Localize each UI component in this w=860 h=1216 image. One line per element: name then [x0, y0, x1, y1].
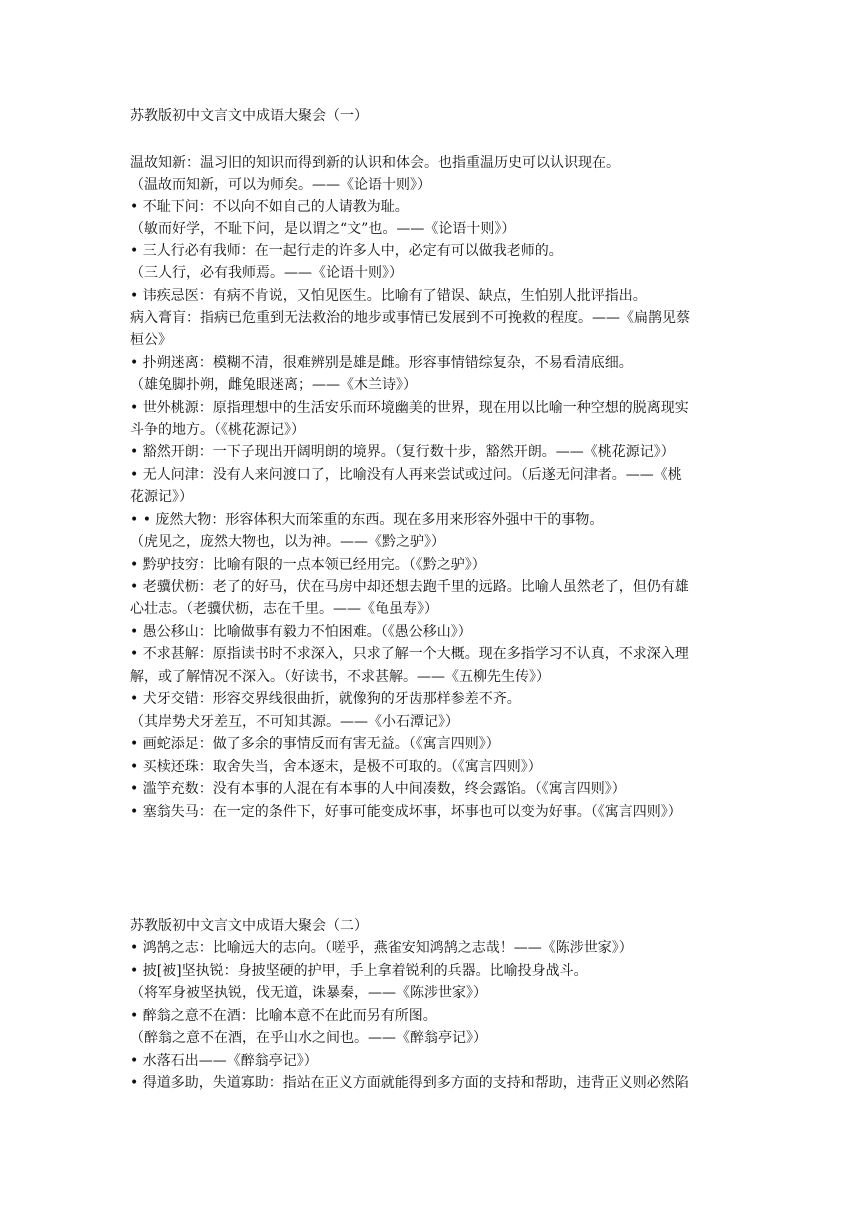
text-line: • 三人行必有我师：在一起行走的许多人中，必定有可以做我老师的。 — [130, 243, 563, 259]
text-line: （其岸势犬牙差互，不可知其源。——《小石潭记》） — [130, 714, 459, 730]
text-line: • 买椟还珠：取舍失当，舍本逐末，是极不可取的。（《寓言四则》） — [130, 759, 542, 775]
text-line: • 塞翁失马：在一定的条件下，好事可能变成坏事，坏事也可以变为好事。（《寓言四则》） — [130, 804, 682, 820]
text-line: （敏而好学，不耻下问，是以谓之“文”也。——《论语十则》） — [130, 221, 516, 237]
text-line: 解，或了解情况不深入。（好读书，不求甚解。——《五柳先生传》） — [130, 669, 550, 685]
text-line: 斗争的地方。（《桃花源记》） — [130, 422, 305, 438]
section-2-title: 苏教版初中文言文中成语大聚会（二） — [130, 918, 368, 934]
text-line: • 世外桃源：原指理想中的生活安乐而环境幽美的世界，现在用以比喻一种空想的脱离现实 — [130, 400, 689, 416]
text-line: • 滥竽充数：没有本事的人混在有本事的人中间凑数，终会露馅。（《寓言四则》） — [130, 781, 626, 797]
text-line: （将军身被坚执锐，伐无道，诛暴秦，——《陈涉世家》） — [130, 985, 487, 1001]
text-line: （虎见之，庞然大物也，以为神。——《黔之驴》） — [130, 534, 445, 550]
text-line: • • 庞然大物：形容体积大而笨重的东西。现在多用来形容外强中干的事物。 — [130, 512, 604, 528]
text-line: • 豁然开朗：一下子现出开阔明朗的境界。（复行数十步，豁然开朗。——《桃花源记》） — [130, 444, 675, 460]
text-line: （温故而知新，可以为师矣。——《论语十则》） — [130, 177, 431, 193]
text-line: • 无人问津：没有人来问渡口了，比喻没有人再来尝试或过问。（后遂无问津者。——《桃 — [130, 467, 682, 483]
text-line: • 愚公移山：比喻做事有毅力不怕困难。（《愚公移山》） — [130, 624, 472, 640]
text-line: • 得道多助，失道寡助：指站在正义方面就能得到多方面的支持和帮助，违背正义则必然陷 — [130, 1075, 689, 1091]
text-line: • 醉翁之意不在酒：比喻本意不在此而另有所图。 — [130, 1008, 437, 1024]
text-line: • 不求甚解：原指读书时不求深入，只求了解一个大概。现在多指学习不认真，不求深入理 — [130, 646, 689, 662]
text-line: • 鸿鹄之志：比喻远大的志向。（嗟乎，燕雀安知鸿鹄之志哉！——《陈涉世家》） — [130, 940, 633, 956]
text-line: （醉翁之意不在酒，在乎山水之间也。——《醉翁亭记》） — [130, 1030, 487, 1046]
text-line: • 老骥伏枥：老了的好马，伏在马房中却还想去跑千里的远路。比喻人虽然老了，但仍有雄 — [130, 579, 689, 595]
text-line: • 不耻下问：不以向不如自己的人请教为耻。 — [130, 199, 409, 215]
text-line: 花源记》） — [130, 489, 193, 505]
text-line: 桓公》 — [130, 332, 172, 348]
text-line: • 披[被]坚执锐：身披坚硬的护甲，手上拿着锐利的兵器。比喻投身战斗。 — [130, 963, 588, 979]
text-line: （三人行，必有我师焉。——《论语十则》） — [130, 265, 403, 281]
text-line: 温故知新：温习旧的知识而得到新的认识和体会。也指重温历史可以认识现在。 — [130, 155, 620, 171]
text-line: • 水落石出——《醉翁亭记》） — [130, 1053, 318, 1069]
section-1-title: 苏教版初中文言文中成语大聚会（一） — [130, 108, 368, 124]
text-line: 病入膏肓：指病已危重到无法救治的地步或事情已发展到不可挽救的程度。——《扁鹊见蔡 — [130, 310, 690, 326]
text-line: • 黔驴技穷：比喻有限的一点本领已经用完。（《黔之驴》） — [130, 557, 486, 573]
text-line: • 画蛇添足：做了多余的事情反而有害无益。（《寓言四则》） — [130, 736, 500, 752]
text-line: • 讳疾忌医：有病不肯说，又怕见医生。比喻有了错误、缺点，生怕别人批评指出。 — [130, 288, 647, 304]
text-line: • 扑朔迷离：模糊不清，很难辨别是雄是雌。形容事情错综复杂，不易看清底细。 — [130, 355, 633, 371]
text-line: • 犬牙交错：形容交界线很曲折，就像狗的牙齿那样参差不齐。 — [130, 691, 521, 707]
text-line: （雄兔脚扑朔，雌兔眼迷离；——《木兰诗》） — [130, 377, 417, 393]
text-line: 心壮志。（老骥伏枥，志在千里。——《龟虽寿》） — [130, 601, 438, 617]
